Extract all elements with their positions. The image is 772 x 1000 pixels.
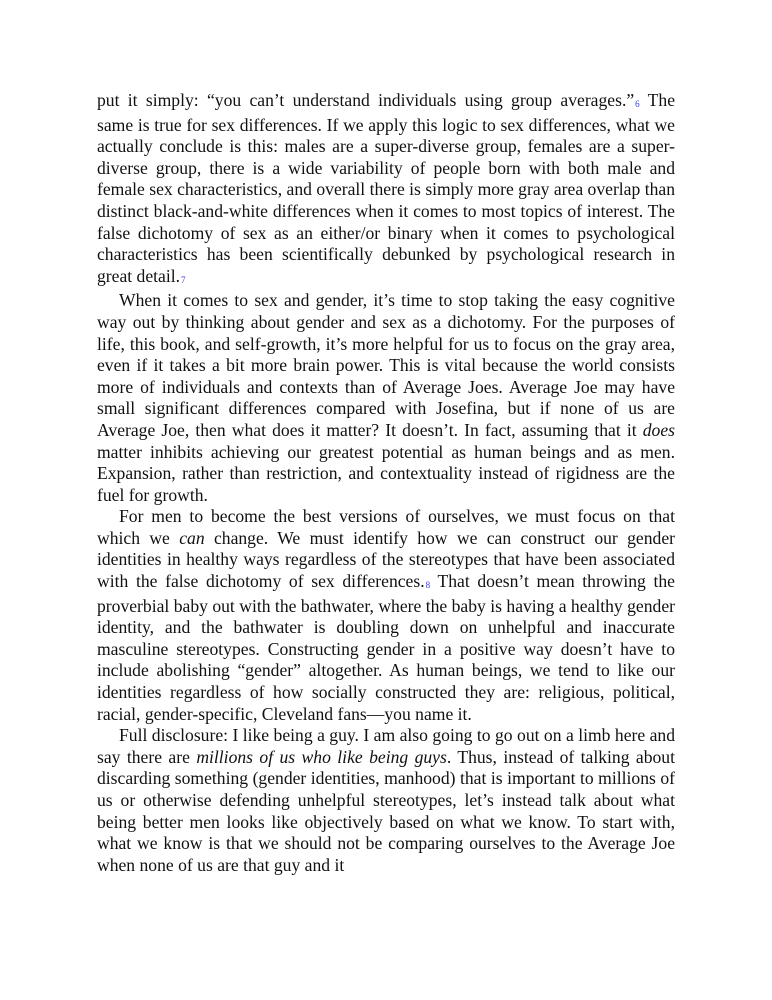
text-segment: Full disclosure: I like being a guy. I am also going to go out on a limb here and say there are [97,725,675,767]
footnote-6[interactable]: 6 [635,99,640,109]
text-segment: When it comes to sex and gender, it’s time to stop taking the easy cognitive way out by thinking about gender and sex as a dichotomy. For the purposes of life, this book, and self-growth, it’s more helpful for us to focus on the gray area, even if it takes a bit more brain power. This is vital because the world consists more of individuals and contexts than of Average Joes. Average Joe may have small significant differences compared with Josefina, but if none of us are Average Joe, then what does it matter? It doesn’t. In fact, assuming that it [97,290,675,440]
text-segment: That doesn’t mean throwing the proverbial baby out with the bathwater, where the baby is having a healthy gender identity, and the bathwater is doubling down on unhelpful and inaccurate masculine stereotypes. Constructing gender in a positive way doesn’t have to include abolishing “gender” altogether. As human beings, we tend to like our identities regardless of how socially constructed they are: religious, political, racial, gender-specific, Cleveland fans—you name it. [97,571,675,724]
text-segment: change. We must identify how we can construct our gender identities in healthy ways regardless of the stereotypes that have been associated with the false dichotomy of sex differences. [97,527,675,592]
footnote-7[interactable]: 7 [181,274,186,285]
paragraph-4 [97,725,675,876]
footnote-8[interactable]: 8 [425,580,431,591]
text-segment: The same is true for sex differences. If we apply this logic to sex differences, what we actually conclude is this: males are a super-diverse group, females are a super-diverse group, there is a wide variability of people born with both male and female sex characteristics, and overall there is simply more gray area overlap than distinct black-and-white differences when it comes to most topics of interest. The false dichotomy of sex as an either/or binary when it comes to psychological characteristics has been scientifically debunked by psychological research in great detail. [97,90,675,286]
paragraph-3 [97,506,675,725]
emphasis-text: can [179,527,205,548]
text-segment: matter inhibits achieving our greatest potential as human beings and as men. Expansion, rather than restriction, and contextuality instead of rigidness are the fuel for growth. [97,441,675,505]
emphasis-text: millions of us who like being guys [196,746,447,767]
text-segment: For men to become the best versions of ourselves, we must focus on that which we [97,506,675,548]
text-segment: . Thus, instead of talking about discarding something (gender identities, manhood) that is important to millions of us or otherwise defending unhelpful stereotypes, let’s instead talk about what being better men looks like objectively based on what we know. To start with, what we know is that we should not be comparing ourselves to the Average Joe when none of us are that guy and it [97,746,675,875]
emphasis-text: does [642,419,675,440]
document-page [97,90,675,876]
text-segment: put it simply: “you can’t understand individuals using group averages.” [97,90,635,110]
paragraph-1 [97,90,675,290]
paragraph-2 [97,290,675,506]
